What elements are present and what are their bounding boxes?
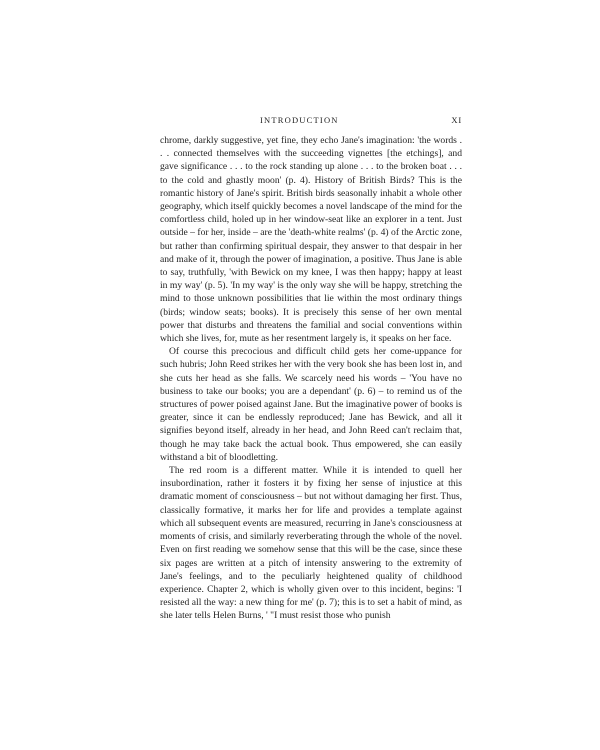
body-text — [160, 134, 462, 623]
running-head — [160, 115, 462, 129]
page-number: XI — [451, 115, 462, 125]
paragraph: The red room is a different matter. While it is intended to quell her insubordination, rather it fosters it by fixing her sense of injustice at this dramatic moment of consciousness – but not without damaging her first. Thus, classically formative, it marks her for life and provides a template against which all subsequent events are measured, recurring in Jane's consciousness at moments of crisis, and similarly reverberating through the whole of the novel. Even on first reading we somehow sense that this will be the case, since these six pages are written at a pitch of intensity answering to the extremity of Jane's feelings, and to the peculiarly heightened quality of childhood experience. Chapter 2, which is wholly given over to this incident, begins: 'I resisted all the way: a new thing for me' (p. 7); this is to set a habit of mind, as she later tells Helen Burns, ' "I must resist those who punish — [160, 465, 462, 622]
running-head-title: INTRODUCTION — [260, 115, 339, 125]
paragraph: Of course this precocious and difficult child gets her come-uppance for such hubris; John Reed strikes her with the very book she has been lost in, and she cuts her head as she falls. We scarcely need his words – 'You have no business to take our books; you are a dependant' (p. 6) – to remind us of the structures of power poised against Jane. But the imaginative power of books is greater, since it can be endlessly reproduced; Jane has Bewick, and all it signifies beyond itself, already in her head, and John Reed can't reclaim that, though he may take back the actual book. Thus empowered, she can easily withstand a bit of bloodletting. — [160, 346, 462, 463]
paragraph: chrome, darkly suggestive, yet fine, they echo Jane's imagination: 'the words . . . connected themselves with the succeeding vignettes [the etchings], and gave significance . . . to the rock standing up alone . . . to the broken boat . . . to the cold and ghastly moon' (p. 4). History of British Birds? This is the romantic history of Jane's spirit. British birds seasonally inhabit a whole other geography, which itself quickly becomes a novel landscape of the mind for the comfortless child, holed up in her window-seat like an explorer in a tent. Just outside – for her, inside – are the 'death-white realms' (p. 4) of the Arctic zone, but rather than confirming spiritual despair, they answer to that despair in her and make of it, through the power of imagination, a positive. Thus Jane is able to say, truthfully, 'with Bewick on my knee, I was then happy; happy at least in my way' (p. 5). 'In my way' is the only way she will be happy, stretching the mind to those unknown possibilities that lie within the most ordinary things (birds; window seats; books). It is precisely this sense of her own mental power that disturbs and threatens the familial and social conventions within which she lives, for, mute as her resentment largely is, it speaks on her face. — [160, 135, 462, 345]
